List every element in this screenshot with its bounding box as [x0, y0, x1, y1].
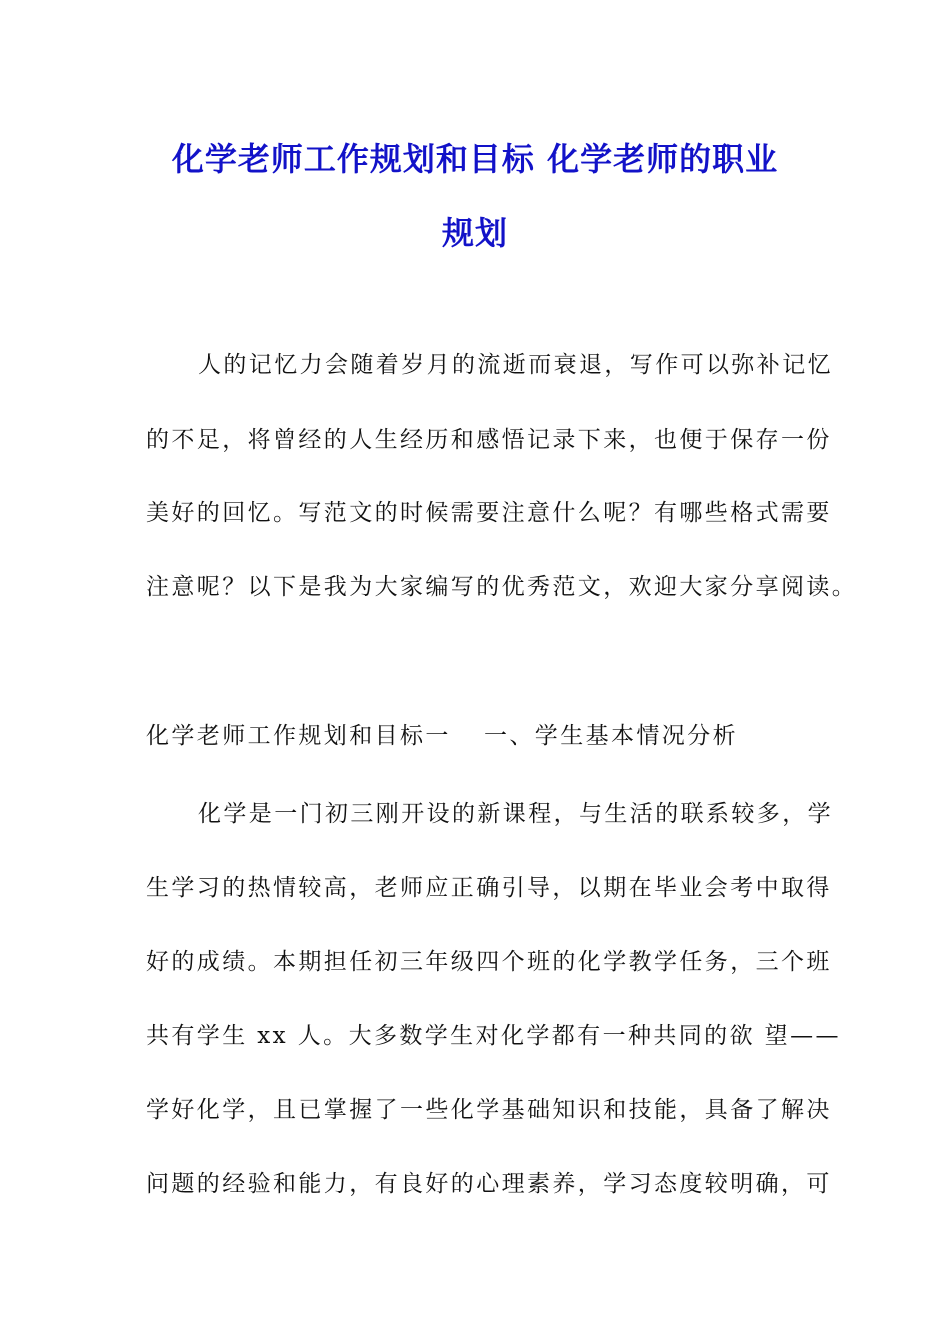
- body-line-3: 好的成绩。本期担任初三年级四个班的化学教学任务，三个班: [146, 949, 832, 975]
- document-title-line-2: 规划: [441, 214, 508, 252]
- section-subheading: 一、学生基本情况分析: [484, 723, 738, 749]
- document-title-line-1: 化学老师工作规划和目标 化学老师的职业: [171, 140, 779, 178]
- intro-line-3: 美好的回忆。写范文的时候需要注意什么呢？有哪些格式需要: [146, 500, 832, 526]
- body-line-2: 生学习的热情较高，老师应正确引导，以期在毕业会考中取得: [146, 875, 832, 901]
- intro-line-1: 人的记忆力会随着岁月的流逝而衰退，写作可以弥补记忆: [198, 352, 833, 378]
- body-line-5: 学好化学，且已掌握了一些化学基础知识和技能，具备了解决: [146, 1097, 832, 1123]
- body-line-6: 问题的经验和能力，有良好的心理素养，学习态度较明确，可: [146, 1171, 832, 1197]
- intro-line-4: 注意呢？以下是我为大家编写的优秀范文，欢迎大家分享阅读。: [146, 574, 858, 600]
- body-line-1: 化学是一门初三刚开设的新课程，与生活的联系较多，学: [198, 801, 833, 827]
- intro-line-2: 的不足，将曾经的人生经历和感悟记录下来，也便于保存一份: [146, 427, 832, 453]
- section-heading: 化学老师工作规划和目标一: [146, 723, 451, 749]
- body-line-4: 共有学生 xx 人。大多数学生对化学都有一种共同的欲 望——: [146, 1023, 841, 1049]
